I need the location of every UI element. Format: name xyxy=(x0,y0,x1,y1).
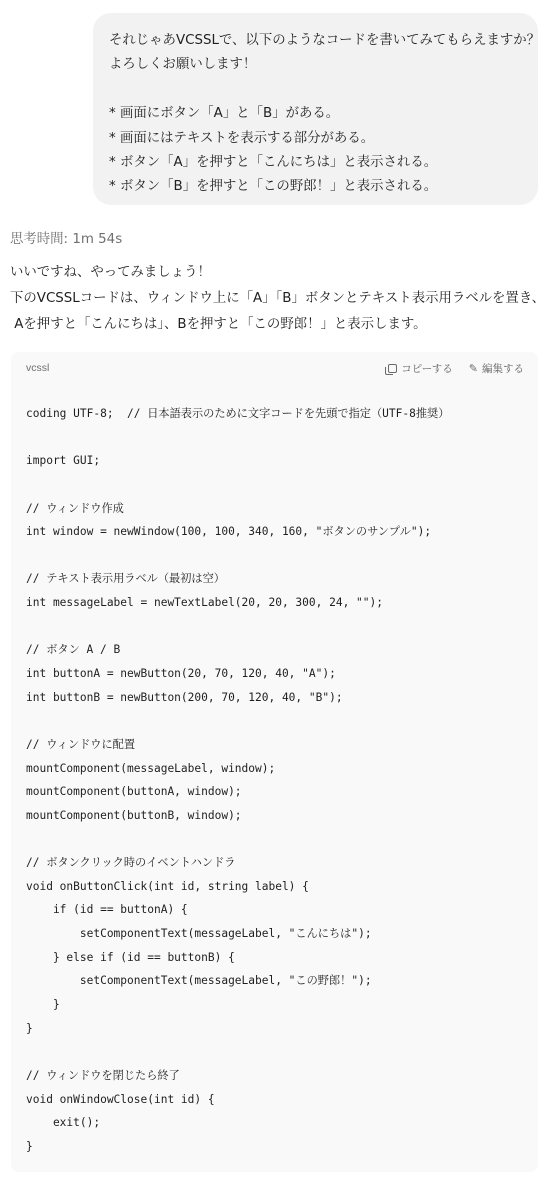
code-line: } xyxy=(26,1021,33,1035)
copy-code-button[interactable] xyxy=(388,361,453,376)
edit-label: 編集する xyxy=(482,363,524,375)
code-line: } xyxy=(26,1139,33,1153)
code-line: mountComponent(messageLabel, window); xyxy=(26,761,276,775)
code-line: if (id == buttonA) { xyxy=(26,903,188,917)
code-line: import GUI; xyxy=(26,454,101,468)
code-line: } xyxy=(26,998,60,1012)
code-body xyxy=(26,402,538,1159)
code-line: exit(); xyxy=(26,1116,101,1130)
code-line xyxy=(26,473,538,497)
code-line: coding UTF-8; // 日本語表示のために文字コードを先頭で指定（UTF-8推奨） xyxy=(26,407,450,420)
code-line xyxy=(26,426,538,450)
pencil-icon: ✎ xyxy=(468,362,478,375)
code-block xyxy=(11,352,538,1172)
code-line: int buttonB = newButton(200, 70, 120, 40, "B"); xyxy=(26,690,343,704)
edit-code-button[interactable] xyxy=(469,361,524,376)
code-line xyxy=(26,828,538,852)
assistant-message-line: いいですね、やってみましょう！ xyxy=(10,265,211,280)
code-line: mountComponent(buttonA, window); xyxy=(26,785,242,799)
code-line: mountComponent(buttonB, window); xyxy=(26,808,242,822)
code-line xyxy=(26,615,538,639)
assistant-message-line: 下のVCSSLコードは、ウィンドウ上に「A」「B」ボタンとテキスト表示用ラベルを置き、 xyxy=(10,291,546,306)
code-line: } else if (id == buttonB) { xyxy=(26,950,235,964)
copy-icon xyxy=(388,364,397,373)
code-language-label: vcssl xyxy=(26,362,50,374)
code-line: int messageLabel = newTextLabel(20, 20, 300, 24, ""); xyxy=(26,596,383,610)
user-message-line: それじゃあVCSSLで、以下のようなコードを書いてみてもらえますか？ xyxy=(109,33,541,48)
user-message-line: よろしくお願いします！ xyxy=(109,57,257,73)
copy-label: コピーする xyxy=(401,363,453,375)
thinking-time-toggle[interactable]: 思考時間: 1m 54s xyxy=(10,232,123,247)
code-line: // ウィンドウに配置 xyxy=(26,737,136,751)
code-line xyxy=(26,709,538,733)
code-line: // ウィンドウを閉じたら終了 xyxy=(26,1068,180,1082)
code-line: void onWindowClose(int id) { xyxy=(26,1092,215,1106)
user-message-bubble xyxy=(93,13,541,205)
assistant-message xyxy=(10,260,546,338)
code-line: int window = newWindow(100, 100, 340, 160, "ボタンのサンプル"); xyxy=(26,525,432,539)
code-line xyxy=(26,544,538,568)
user-message-line: * 画面にボタン「A」と「B」がある。 xyxy=(109,106,340,122)
code-line xyxy=(26,1040,538,1064)
user-message-line: * 画面にはテキストを表示する部分がある。 xyxy=(109,130,375,146)
user-message-line: * ボタン「B」を押すと「この野郎！」と表示される。 xyxy=(109,179,438,195)
code-line: int buttonA = newButton(20, 70, 120, 40, "A"); xyxy=(26,667,336,681)
code-line: // ウィンドウ作成 xyxy=(26,501,124,515)
user-message-line: * ボタン「A」を押すと「こんにちは」と表示される。 xyxy=(109,154,438,170)
code-block-header xyxy=(11,352,538,388)
code-line: // テキスト表示用ラベル（最初は空） xyxy=(26,572,225,586)
code-line: setComponentText(messageLabel, "この野郎！"); xyxy=(26,974,372,988)
code-actions xyxy=(388,361,524,376)
assistant-message-line: Aを押すと「こんにちは」、Bを押すと「この野郎！」と表示します。 xyxy=(10,317,427,332)
code-line: setComponentText(messageLabel, "こんにちは"); xyxy=(26,927,372,941)
code-line: void onButtonClick(int id, string label) { xyxy=(26,879,309,893)
user-message-blank-line xyxy=(109,78,524,102)
code-line: // ボタンクリック時のイベントハンドラ xyxy=(26,856,236,870)
code-line: // ボタン A / B xyxy=(26,643,121,657)
